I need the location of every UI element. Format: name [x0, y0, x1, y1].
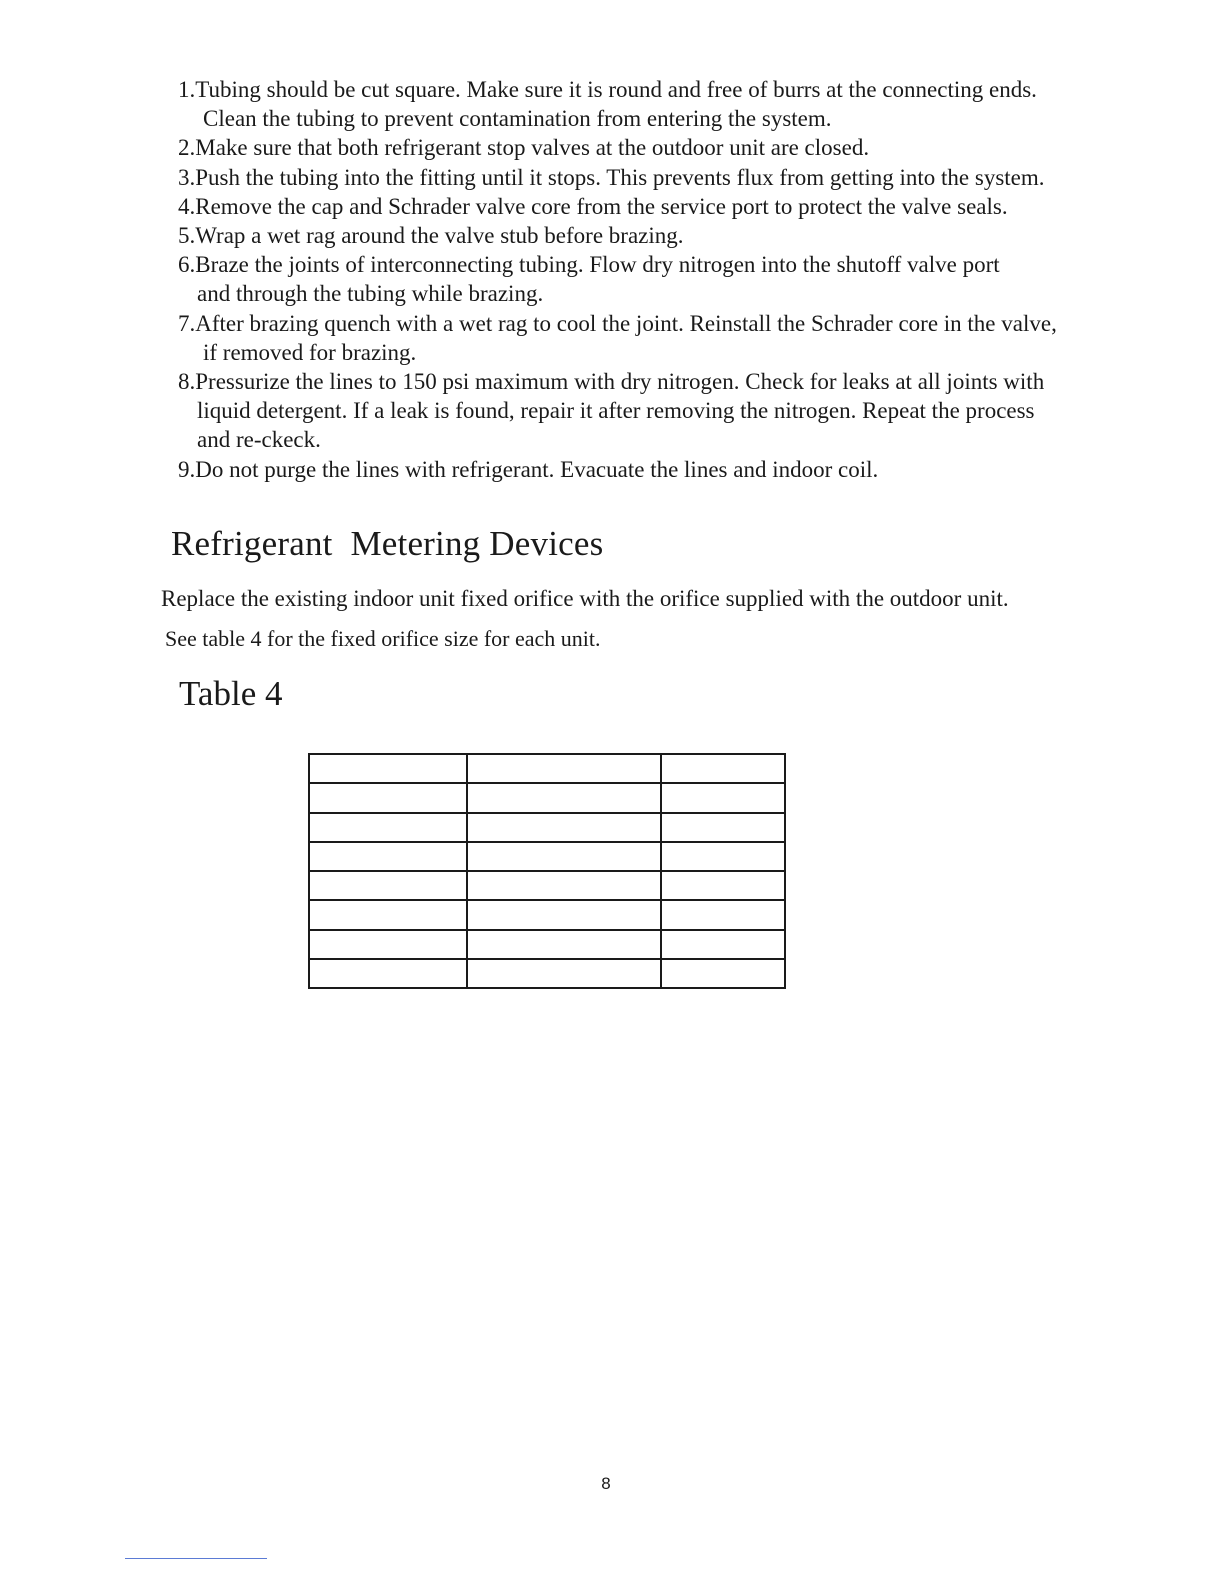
table-row: [309, 959, 785, 988]
metering-paragraph: Replace the existing indoor unit fixed orifice with the orifice supplied with the outdoor unit.: [161, 586, 1009, 611]
table-row: [309, 813, 785, 842]
table-cell: [309, 842, 467, 871]
table-cell: [661, 871, 785, 900]
table-cell: [309, 783, 467, 812]
step-1-line-2: Clean the tubing to prevent contamination from entering the system.: [203, 106, 832, 132]
step-2: [178, 133, 1078, 162]
table-cell: [661, 900, 785, 929]
table-title: Table 4: [179, 674, 283, 713]
step-5-line-1: 5.Wrap a wet rag around the valve stub before brazing.: [178, 223, 684, 249]
table-cell: [661, 783, 785, 812]
table-cell: [309, 754, 467, 783]
table-row: [309, 900, 785, 929]
table-row: [309, 754, 785, 783]
step-6: [178, 250, 1078, 308]
table-cell: [467, 783, 661, 812]
step-9: [178, 455, 1078, 484]
step-6-line-1: 6.Braze the joints of interconnecting tubing. Flow dry nitrogen into the shutoff valve port: [178, 252, 1000, 278]
table-cell: [309, 959, 467, 988]
table-cell: [661, 842, 785, 871]
table-cell: [661, 754, 785, 783]
table-row: [309, 842, 785, 871]
step-8-line-1: 8.Pressurize the lines to 150 psi maximum with dry nitrogen. Check for leaks at all joints with: [178, 369, 1045, 395]
table-cell: [467, 813, 661, 842]
table-cell: [309, 871, 467, 900]
step-8-line-2: liquid detergent. If a leak is found, repair it after removing the nitrogen. Repeat the process: [197, 398, 1035, 424]
table-cell: [467, 930, 661, 959]
table-cell: [309, 900, 467, 929]
section-title: Refrigerant Metering Devices: [171, 524, 604, 563]
step-7: [178, 309, 1078, 367]
table-row: [309, 871, 785, 900]
step-1-line-1: 1.Tubing should be cut square. Make sure it is round and free of burrs at the connecting ends.: [178, 77, 1037, 102]
step-2-line-1: 2.Make sure that both refrigerant stop valves at the outdoor unit are closed.: [178, 135, 870, 161]
table-reference-paragraph: See table 4 for the fixed orifice size for each unit.: [165, 626, 601, 651]
page-number: 8: [601, 1474, 611, 1493]
installation-steps-list: [178, 75, 1078, 484]
table-cell: [467, 842, 661, 871]
step-4: [178, 192, 1078, 221]
table-cell: [309, 930, 467, 959]
step-5: [178, 221, 1078, 250]
step-8: [178, 367, 1078, 455]
step-7-line-1: 7.After brazing quench with a wet rag to cool the joint. Reinstall the Schrader core in the valve,: [178, 310, 1057, 336]
table-cell: [661, 959, 785, 988]
step-8-line-3: and re-ckeck.: [197, 427, 321, 453]
orifice-size-table: [308, 753, 786, 989]
step-1: [178, 75, 1078, 133]
step-3: [178, 163, 1078, 192]
step-3-line-1: 3.Push the tubing into the fitting until it stops. This prevents flux from getting into the system.: [178, 164, 1045, 190]
table-cell: [467, 754, 661, 783]
step-4-line-1: 4.Remove the cap and Schrader valve core from the service port to protect the valve seals.: [178, 193, 1008, 219]
table-cell: [661, 930, 785, 959]
footer-divider: [125, 1558, 267, 1559]
table-cell: [309, 813, 467, 842]
step-9-line-1: 9.Do not purge the lines with refrigerant. Evacuate the lines and indoor coil.: [178, 456, 879, 482]
step-7-line-2: if removed for brazing.: [203, 339, 417, 365]
table-cell: [467, 871, 661, 900]
table-cell: [467, 959, 661, 988]
step-6-line-2: and through the tubing while brazing.: [197, 281, 544, 307]
table-cell: [661, 813, 785, 842]
table-row: [309, 783, 785, 812]
table-row: [309, 930, 785, 959]
table-cell: [467, 900, 661, 929]
